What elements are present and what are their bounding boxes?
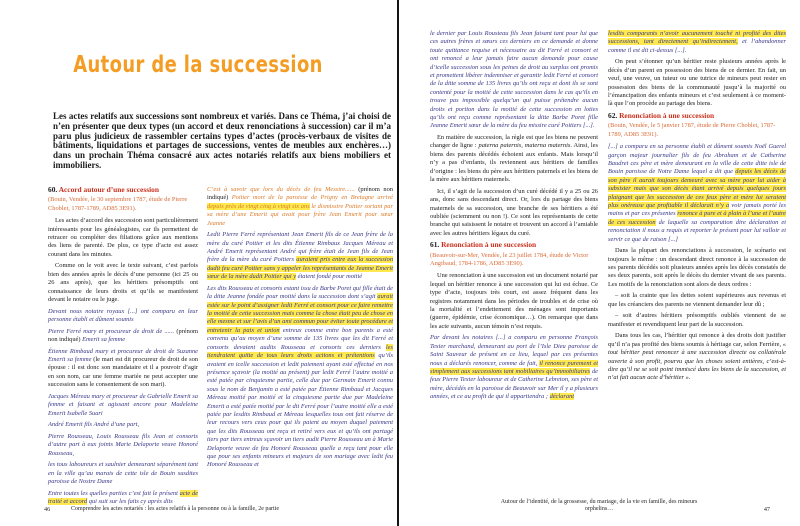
text-run: Emerit sa femme <box>82 335 126 343</box>
transcription-paragraph <box>48 393 198 418</box>
body-paragraph <box>608 292 786 309</box>
left-page-column-1 <box>48 185 198 505</box>
text-run: le dernier par Louis Rousteau fils Jean faisant tant pour lui que ces autres frères et sœurs ces derniers en ce demande et donne toute quittance requise et nécessaire au dit Ferré et consort et ont renoncé a leur jamais faire aucun demande pour cause d’icelle succession sous les peines de droit au surplus ont promis et promettent libérer indemniser et garantir ledit Ferré et consort de la ditte somme de 135 livres qu’ils ont reçu et dont ils se sont contenté pour la moitié de cette succession dans le cas qu’ils en trouve pas impossible quelqu’un qui puisse prétendre aucun droits et portion dans la moitié de cette succession en loties qu’ils ont reçu comme représentant la ditte Barbe Poret fille Jeanne Emerit sœur de la mère du feu missire curé Poitiers [...]. <box>430 30 598 130</box>
source-citation <box>48 196 198 213</box>
page-title-text: Autour de la succession <box>73 52 324 78</box>
text-run: . Ainsi, les biens des parents décédés échoient aux enfants. Mais lorsqu’il n’y a pas d’enfants, ils reviennent aux héritiers de familles d’origine : les biens du père aux héritiers paternels et les biens de la mère aux héritiers maternels. <box>430 142 598 184</box>
text-run: entreux comme entre bon parents a esté convenu qu’au moyen d’une somme de 135 livres que les dit Ferré et consorts devaient audits Rousseau et consorts ces derniers <box>207 326 393 351</box>
text-run: (Beauvoir-sur-Mer, Vendée, le 23 juillet 1784, étude de Victor Angibaud, 1784-1786, AD85 3E90). <box>430 251 589 268</box>
source-citation <box>430 252 598 269</box>
highlighted-text: acte de traité et accord <box>48 489 198 505</box>
text-run: Renonciation à une succession <box>619 111 715 121</box>
body-paragraph <box>48 217 198 259</box>
text-run: 61. <box>430 240 442 250</box>
text-run: qui suit sur les faits cy après dits <box>87 497 173 505</box>
text-run: – soit la crainte que les dettes soient supérieures aux revenus et que les créanciers des parents ne viennent demander leur dû ; <box>608 292 786 308</box>
highlighted-text: aurait estée sur le point d’assigner ledit Ferré et consort pour ce faire remettre la moitié de cette succession mais comme la chose était peu de chose en elle mesme et sur l’avis d’un ami commun pour éviter toute procédure et entretenir la paix et union <box>207 293 393 334</box>
transcription-paragraph <box>207 285 393 470</box>
highlighted-text: depuis près de vingt cinq à vingt six ans <box>207 202 310 210</box>
body-paragraph <box>608 332 786 382</box>
body-paragraph <box>430 272 598 331</box>
highlighted-text: il renonce purement et simplement aux successions tant mobiliaires qu’immobiliaires <box>430 359 598 376</box>
text-run: Entre toutes les quelles parties c’est fait le présent <box>48 489 180 497</box>
text-run: Les dits Rousseau et consorts estant issu de Barbe Poret qui fille était de la ditte Jeanne fondée pour moitié dans la succession dont s’agit <box>207 284 393 301</box>
source-citation <box>608 122 786 139</box>
text-run: [...] a comparu en sa personne établi et dûment soumis Noël Guerel garçon majeur journalier fils de feu Abraham et de Catherine Baudret ces père et mère demeurant en la ville de cette ditte isle de Bouin paroisse de Notre Dame lequel a dit que <box>608 143 786 176</box>
highlighted-text: auraient pris entre eux la succession dudit feu curé Poitier sans y appeler les représentants de Jeanne Emerit sœur de la mère dudit Poitier qui y <box>207 256 394 281</box>
text-run: et l’abandonner comme il est dit ci-dessus [...]. <box>608 38 786 54</box>
page-title <box>0 52 397 78</box>
transcription-paragraph <box>48 308 198 325</box>
text-run: C’est à savoir que lors du décès de feu Messire...... <box>207 186 359 193</box>
text-run: En matière de succession, la règle est que les biens ne peuvent changer de ligne : <box>430 134 598 150</box>
page-right <box>399 0 800 526</box>
text-run: 60. <box>48 185 59 194</box>
transcription-paragraph <box>48 348 198 390</box>
text-run: Ledit Pierre Ferré représentant Jean Emerit fils de ce Jean frère de la mère du curé Poitier et les dits Étienne Rimbaux Jacques Méreau et André Emerit représentant André qui frère était de Jean fils de Jean frère de la mère du curé Poitiers <box>207 231 393 264</box>
text-run: tout héritier peut renoncer à une succession directe ou collatérale ouverte à son profit, pourvu que les choses soient entières, c’est-à-dire qu’il ne se soit point immiscé dans les biens de la succession, et n’ai fait aucun acte d’héritier <box>608 349 786 382</box>
text-run: de feux Pierre Texier laboureur et de Catherine Lebreton, ses père et mère, décédés en la paroisse de Beauvoir sur Mer il y a plusieurs années, et ce au profit de qui il appartiendra ; <box>430 368 598 401</box>
text-run: Une renonciation à une succession est un document notarié par lequel un héritier renonce à une succession qui lui est échue. Ce type d’acte, toujours très court, est assez fréquent dans les registres notamment dans les périodes de troubles et de crise où la mortalité et l’endettement des ménages sont importants (guerre, épidémie, crise économique…). On remarque que dans les acte suivants, aucun témoin n’est requis. <box>430 272 598 330</box>
text-run: étaient fondé pour moitié <box>296 273 363 281</box>
text-run: Étienne Rimbaud mary et procureur de droit de Suzanne Emerit sa femme <box>48 347 198 363</box>
text-run: Jacques Méreau mary et procureur de Gabrielle Emerit sa femme et faisant et agissant encore pour Madeleine Emerit Isabelle Suari <box>48 392 198 417</box>
highlighted-text: déclarant <box>549 393 575 401</box>
right-page-column-2 <box>608 30 786 498</box>
text-run: Pierre Ferré mary et procureur de droit de ...... <box>48 327 177 335</box>
transcription-paragraph <box>48 328 198 345</box>
text-run: Par devant les notaires [...] a comparu en personne François Texier marchand, demeurant au port de l’Isle Dieu paroisse de Saint Sauveur de présent en ce lieu, lequel par ces présentes nous a déclarés renoncer, comme de fait, <box>430 334 598 367</box>
text-run: Ici, il s’agit de la succession d’un curé décédé il y a 25 ou 26 ans, donc sans descendant direct. Or, lors du partage des biens maternels de sa succession, une branche de ses héritiers a été oubliée (sciemment ou non !). Ce sont les représentants de cette branche qui saisissent le notaire et trouvent un accord à l’amiable avec les autres héritiers légaux du curé. <box>430 187 598 237</box>
transcription-paragraph <box>430 334 598 401</box>
text-run: Dans tous les cas, l’héritier qui renonce à des droits doit justifier qu’il n’a pas profité des biens soumis à héritage car, selon Ferrière, « <box>608 332 786 348</box>
text-run: Comme on le voit avec le texte suivant, c’est parfois bien des années après le décès d’une personne (ici 25 ou 26 ans après), que les héritiers présomptifs ont connaissance de leurs droits et qu’ils se manifestent devant le notaire ou le juge. <box>48 262 198 303</box>
text-run: Devant nous notaire royaux [...] ont comparu en leur personne établi et dûment soumis <box>48 307 198 323</box>
text-run: ». <box>683 374 691 382</box>
text-run: Dans la plupart des renonciations à succession, le scénario est toujours le même : un descendant direct renonce à la succession de ses parents décédés soit plusieurs années après les décès constatés de ses deux parents, soit après le décès du dernier vivant de ses parents. Les motifs de la renonciation sont alors de deux ordres : <box>608 247 786 288</box>
text-run: qu’ils avaient en icelle succession et ledit paiement ayant esté effectué en nos présence sçavoir (la moitié au présent) par ledit Ferré l’autre moitié a esté paiée par cinquiesme partie, celle due par Germain Emerit connu sous le nom de Benjamin a esté paiée par Étienne Rimbaud et Jacques Méreau moitié par moitié et la cinquiesme partie due par Madeleine Emerit a esté paiée moitié par le dit Ferré pour l’autre moitié elle a esté paiée par lesdits Rimbaud et Méreau lesquelles tous ont fait réserve de leur recours vers ceux pour qui ils paient au moyen duquel paiement que les dits Rousseau ont reçu et retiré vers eux et qu’ils ont partagé tiers par tiers entreux sçavoir un tiers audit Pierre Rousseau un à Marie Delaporte veuve de feu Honoré Rousseau quelle a reçu tant pour elle que pour ses enfants mineurs et majeurs de son mariage avec ledit feu Honoré Rousseau et <box>207 352 393 469</box>
text-run: (Bouin, Vendée, le 30 septembre 1787, étude de Pierre Choblet, 1787-1789, AD85 3E91). <box>48 196 188 212</box>
transcription-paragraph <box>608 30 786 55</box>
text-run: (Bouin, Vendée, le 5 janvier 1787, étude de Pierre Choblet, 1787-1789, AD85 3E91). <box>608 122 776 138</box>
left-page-column-2 <box>207 186 393 493</box>
section-heading <box>430 241 598 250</box>
transcription-paragraph <box>207 186 393 228</box>
text-run: les tous laboureurs et saulnier demeurant séparément tant en la ville qu’au marais de cette isle de Bouin susdites paroisse de Nostre Dame <box>48 461 198 485</box>
highlighted-text: depuis les décès de son père il aurait toujours demeuré avec sa mère pour lui aider à subsister mais que son décès étant arrivé depuis quelques jours plaignant que les succession de ces feux père et mère lui seraient plus onéreuse que profitable il déclarait n’y a <box>608 168 786 209</box>
text-run: Les actes d’accord des succession sont particulièrement intéressants pour les généalogistes, car ils permettent de retracer ou compléter des filiations grâce aux mentions des liens de parenté. De plus, ce type d’acte est assez courant dans les minutes. <box>48 217 198 258</box>
text-run: (prénom non indiqué) <box>48 327 198 343</box>
transcription-paragraph <box>207 231 393 281</box>
text-run: voir jamais porté les mains et par ces présentes <box>608 201 787 218</box>
highlighted-text: renonce à pure et à plain à l’une et l’autre de ces succession <box>608 210 786 226</box>
body-paragraph <box>608 247 786 289</box>
page-left <box>0 0 397 526</box>
text-run: André Emerit fils André d’une part, <box>48 421 140 429</box>
text-run: Accord autour d’une succession <box>58 185 159 194</box>
transcription-paragraph <box>48 461 198 486</box>
text-run: (le mari est dit procureur de droit de son épouse : il est donc son mandataire et il a pouvoir d’agir en son nom, car une femme mariée ne peut accepter une succession sans le consentement de son mari). <box>48 355 198 389</box>
intro-paragraph: Les actes relatifs aux successions sont nombreux et variés. Dans ce Théma, j’ai choisi de n’en présenter que deux types (un accord et deux renonciations à succession) car il m’a paru plus judicieux de rassembler certains types d’actes (procès-verbaux de visites de bâtiments, liquidations et partages de successions, ventes de meubles aux enchères…) dans un prochain Théma consacré aux actes notariés relatifs aux biens mobiliers et immobiliers. <box>53 111 391 170</box>
text-run: le dismissire Poitier sortant par sa mère d’une Emerit qui avait pour frère Jean Emerit pour sœur Jeanne <box>207 202 393 227</box>
highlighted-text: lesdits comparants n’avoir aucunement touché ni profité des dites successions, tant directement qu’indirectement, <box>608 30 786 46</box>
text-run: paterna paternis, materna maternis <box>478 142 571 150</box>
transcription-paragraph <box>48 490 198 507</box>
transcription-paragraph <box>48 433 198 458</box>
text-run: (prénom non indiqué) <box>207 186 393 202</box>
transcription-paragraph <box>608 143 786 244</box>
text-run: Poitier mort de la paroisse de Prigny en Bretagne arrivé <box>231 194 393 202</box>
page-number-right: 47 <box>763 506 770 513</box>
body-paragraph <box>608 312 786 329</box>
left-page-columns <box>48 185 394 505</box>
text-run: 62. <box>608 111 620 121</box>
body-paragraph <box>430 188 598 238</box>
text-run: Pierre Rousseau, Louis Rousseau fils Jean et consorts d’autre part à eux joints Marie Delaporte veuve Honoré Rousseau, <box>48 432 198 457</box>
text-run: Renonciation à une succession <box>441 240 537 250</box>
section-heading <box>608 112 786 121</box>
transcription-paragraph <box>430 30 598 131</box>
right-page-columns <box>430 30 786 498</box>
transcription-paragraph <box>48 421 198 429</box>
text-run: de laquelle sa comparution dire déclaration et renonciation il nous a requis et reporter le présent pour lui valloir et servir ce que de raison [...] <box>608 218 786 243</box>
page-number-left: 46 <box>44 506 51 513</box>
body-paragraph <box>608 58 786 108</box>
running-footer-left: Comprendre les actes notariés : les actes relatifs à la personne ou à la famille, 2e partie <box>70 506 280 512</box>
body-paragraph <box>430 134 598 184</box>
right-page-column-1 <box>430 30 598 498</box>
highlighted-text: les tiendraient quitte de tous leurs droits actions et prétentions <box>207 343 393 360</box>
body-paragraph <box>48 262 198 304</box>
section-heading <box>48 186 198 195</box>
text-run: – soit d’autres héritiers présomptifs oubliés viennent de se manifester et revendiquent leur part de la succession. <box>608 312 786 328</box>
running-footer-right: Autour de l’identité, de la grossesse, du mariage, de la vie en famille, des mineurs orphelins… <box>500 499 698 512</box>
text-run: On peut s’étonner qu’un héritier reste plusieurs années après le décès d’un parent en possession des biens de ce dernier. En fait, un veuf, une veuve, un tuteur ou une tutrice de mineurs peut rester en possession des biens de la communauté jusqu’à la majorité ou l’émancipation des enfants mineurs et c’est seulement à ce moment-là que l’on procède au partage des biens. <box>608 58 786 108</box>
